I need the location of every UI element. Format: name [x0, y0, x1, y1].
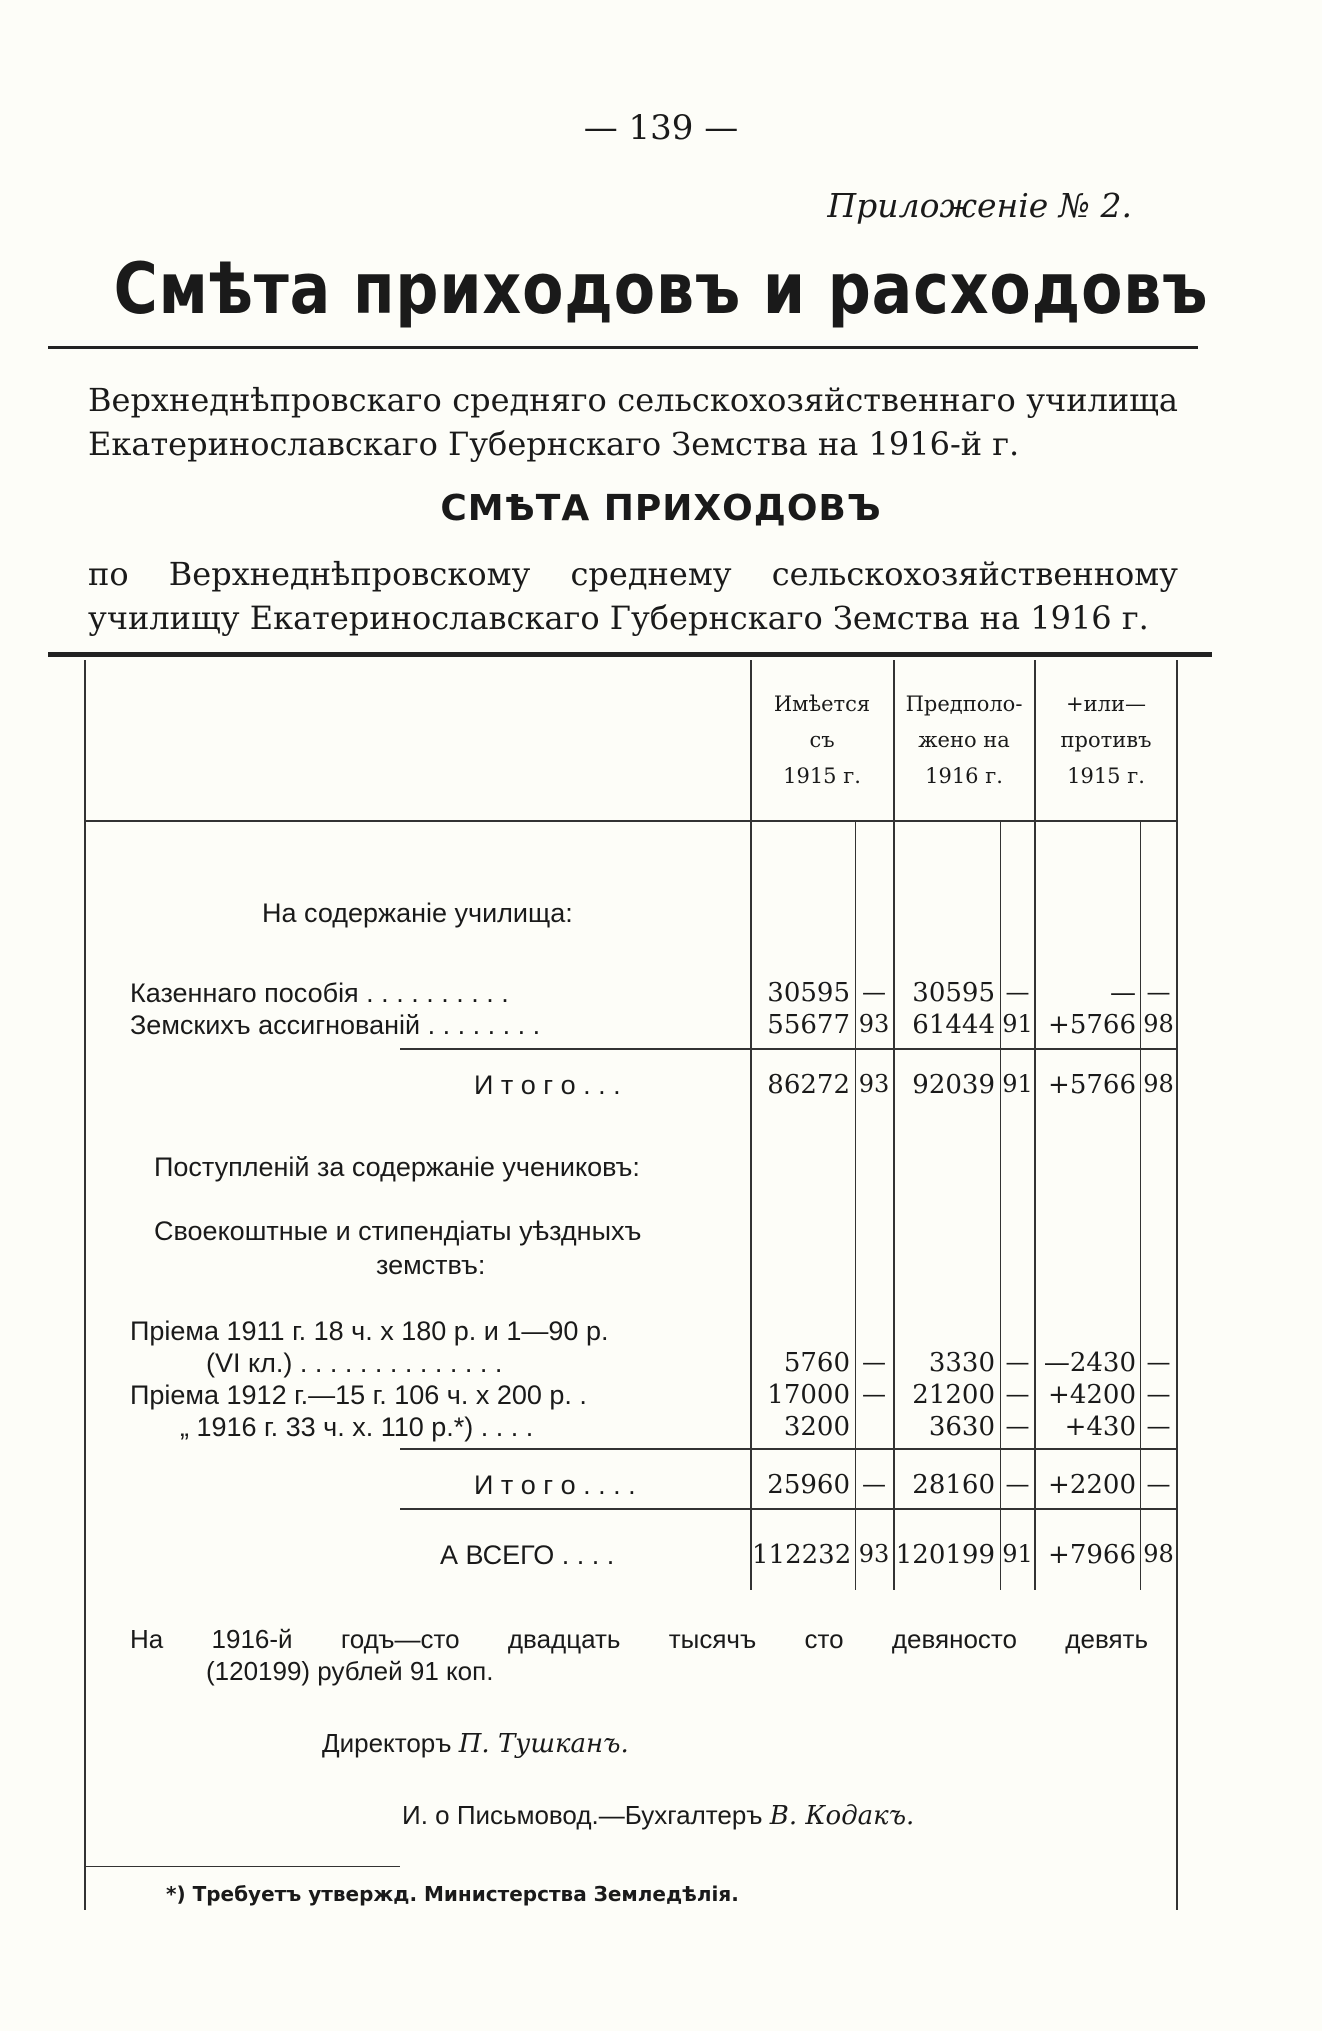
grand-k1: 93 — [858, 1540, 890, 1568]
table-col-divider-1 — [750, 660, 752, 1590]
header-bottom-rule — [84, 820, 1178, 822]
total1-k3: 98 — [1143, 1070, 1174, 1098]
row-priema1912-k3: — — [1146, 1380, 1171, 1408]
title-rule — [48, 346, 1198, 349]
total2-label: И т о г о . . . . — [474, 1470, 636, 1500]
row-priema1912-k2: — — [1005, 1380, 1030, 1408]
row-vi-kl-k1: — — [862, 1348, 886, 1376]
total2-v1: 25960 — [767, 1470, 850, 1500]
intro-text: Верхнеднѣпровскаго средняго сельскохозяйственнаго училища Екатеринославскаго Губернскаго Земства на 1916-й г. — [88, 381, 1178, 463]
row-1916-k3: — — [1146, 1412, 1171, 1440]
total2-v3: +2200 — [1048, 1470, 1136, 1500]
row-priema1911-label: Пріема 1911 г. 18 ч. х 180 р. и 1—90 р. — [130, 1316, 609, 1346]
clerk-line — [402, 1800, 914, 1831]
row-kazennago-k1: — — [862, 978, 886, 1006]
header-col3-line2: противъ — [1060, 728, 1152, 752]
row-vi-kl-label: (VI кл.) . . . . . . . . . . . . . . — [206, 1348, 503, 1378]
grand-k3: 98 — [1143, 1540, 1174, 1568]
table-right-border — [1176, 660, 1178, 1910]
row-kazennago-k2: — — [1005, 978, 1030, 1006]
header-col2-line3: 1916 г. — [925, 764, 1003, 788]
header-col3-line3: 1915 г. — [1067, 764, 1145, 788]
total1-v3: +5766 — [1048, 1070, 1136, 1100]
row-zemskikh-v2: 61444 — [912, 1010, 995, 1040]
grand-k2: 91 — [1002, 1540, 1033, 1568]
clerk-name: В. Кодакъ. — [769, 1801, 915, 1831]
total2-k1: — — [862, 1470, 886, 1498]
row-vi-kl-v3: —2430 — [1043, 1348, 1136, 1378]
section1-title: На содержаніе училища: — [262, 898, 573, 928]
section2-sub1: Своекоштные и стипендіаты уѣздныхъ — [154, 1216, 642, 1246]
row-priema1912-v2: 21200 — [912, 1380, 995, 1410]
row-priema1912-v1: 17000 — [767, 1380, 850, 1410]
row-1916-v3: +430 — [1064, 1412, 1136, 1442]
director-name: П. Тушканъ. — [458, 1729, 629, 1759]
row-zemskikh-v3: +5766 — [1048, 1010, 1136, 1040]
table-top-rule — [48, 652, 1212, 657]
main-title: Смѣта приходовъ и расходовъ — [113, 248, 1209, 330]
row-vi-kl-v1: 5760 — [783, 1348, 850, 1378]
row-1916-v2: 3630 — [928, 1412, 995, 1442]
row-1916-v1: 3200 — [783, 1412, 850, 1442]
row-vi-kl-v2: 3330 — [928, 1348, 995, 1378]
total2-k2: — — [1005, 1470, 1030, 1498]
row-priema1912-label: Пріема 1912 г.—15 г. 106 ч. х 200 р. . — [130, 1380, 587, 1410]
total1-v2: 92039 — [912, 1070, 995, 1100]
total2-k3: — — [1146, 1470, 1171, 1498]
total1-label: И т о г о . . . — [474, 1070, 621, 1100]
header-col2 — [895, 686, 1033, 794]
row-kazennago-v3: — — [1110, 978, 1136, 1008]
section2-sub2: земствъ: — [376, 1250, 486, 1280]
header-col3 — [1036, 686, 1176, 794]
header-col1-line1: Имѣется — [773, 692, 871, 716]
row-priema1912-v3: +4200 — [1048, 1380, 1136, 1410]
grand-v1: 112232 — [752, 1540, 852, 1570]
grand-label: А ВСЕГО . . . . — [440, 1540, 615, 1570]
total1-top-rule — [400, 1048, 1178, 1050]
header-col1-line3: 1915 г. — [783, 764, 861, 788]
row-vi-kl-k3: — — [1146, 1348, 1171, 1376]
row-zemskikh-label: Земскихъ ассигнованій . . . . . . . . — [130, 1010, 541, 1040]
row-1916-k2: — — [1005, 1412, 1030, 1440]
total1-v1: 86272 — [767, 1070, 850, 1100]
table-left-border — [84, 660, 86, 1910]
table-col-divider-2 — [893, 660, 895, 1590]
header-col1-line2: съ — [809, 728, 835, 752]
page-number: — 139 — — [583, 108, 739, 148]
row-kazennago-v2: 30595 — [912, 978, 995, 1008]
row-zemskikh-k2: 91 — [1002, 1010, 1033, 1038]
row-zemskikh-k3: 98 — [1143, 1010, 1174, 1038]
director-label: Директоръ — [322, 1728, 452, 1758]
header-col3-line1: +или— — [1066, 692, 1146, 716]
row-vi-kl-k2: — — [1005, 1348, 1030, 1376]
clerk-label: И. о Письмовод.—Бухгалтеръ — [402, 1800, 763, 1830]
director-line — [322, 1728, 629, 1759]
row-priema1912-k1: — — [862, 1380, 886, 1408]
total2-top-rule — [400, 1448, 1178, 1450]
footnote-rule — [86, 1866, 400, 1867]
row-zemskikh-k1: 93 — [858, 1010, 890, 1038]
row-kazennago-v1: 30595 — [767, 978, 850, 1008]
sub-title: СМѢТА ПРИХОДОВЪ — [440, 488, 882, 529]
appendix-label: Приложеніе № 2. — [827, 186, 1132, 225]
row-kazennago-k3: — — [1146, 978, 1171, 1006]
row-1916-label: „ 1916 г. 33 ч. х. 110 р.*) . . . . — [180, 1412, 534, 1442]
summary-line1: На 1916-й годъ—сто двадцать тысячъ сто девяносто девять — [130, 1624, 1148, 1654]
grand-v3: +7966 — [1048, 1540, 1136, 1570]
total1-k2: 91 — [1002, 1070, 1033, 1098]
total2-v2: 28160 — [912, 1470, 995, 1500]
grand-v2: 120199 — [895, 1540, 995, 1570]
header-col1 — [752, 686, 892, 794]
header-col2-line2: жено на — [918, 728, 1010, 752]
total1-k1: 93 — [858, 1070, 890, 1098]
row-kazennago-label: Казеннаго пособія . . . . . . . . . . — [130, 978, 509, 1008]
summary-line2: (120199) рублей 91 коп. — [206, 1656, 494, 1686]
row-zemskikh-v1: 55677 — [767, 1010, 850, 1040]
grand-top-rule — [400, 1508, 1178, 1510]
section2-title: Поступленій за содержаніе учениковъ: — [154, 1152, 640, 1182]
table-col-divider-3 — [1034, 660, 1036, 1590]
header-col2-line1: Предполо- — [905, 692, 1023, 716]
sub-intro-text: по Верхнеднѣпровскому среднему сельскохозяйственному училищу Екатеринославскаго Губернскаго Земства на 1916 г. — [88, 555, 1178, 637]
footnote: *) Требуетъ утвержд. Министерства Земледѣлія. — [166, 1882, 739, 1906]
